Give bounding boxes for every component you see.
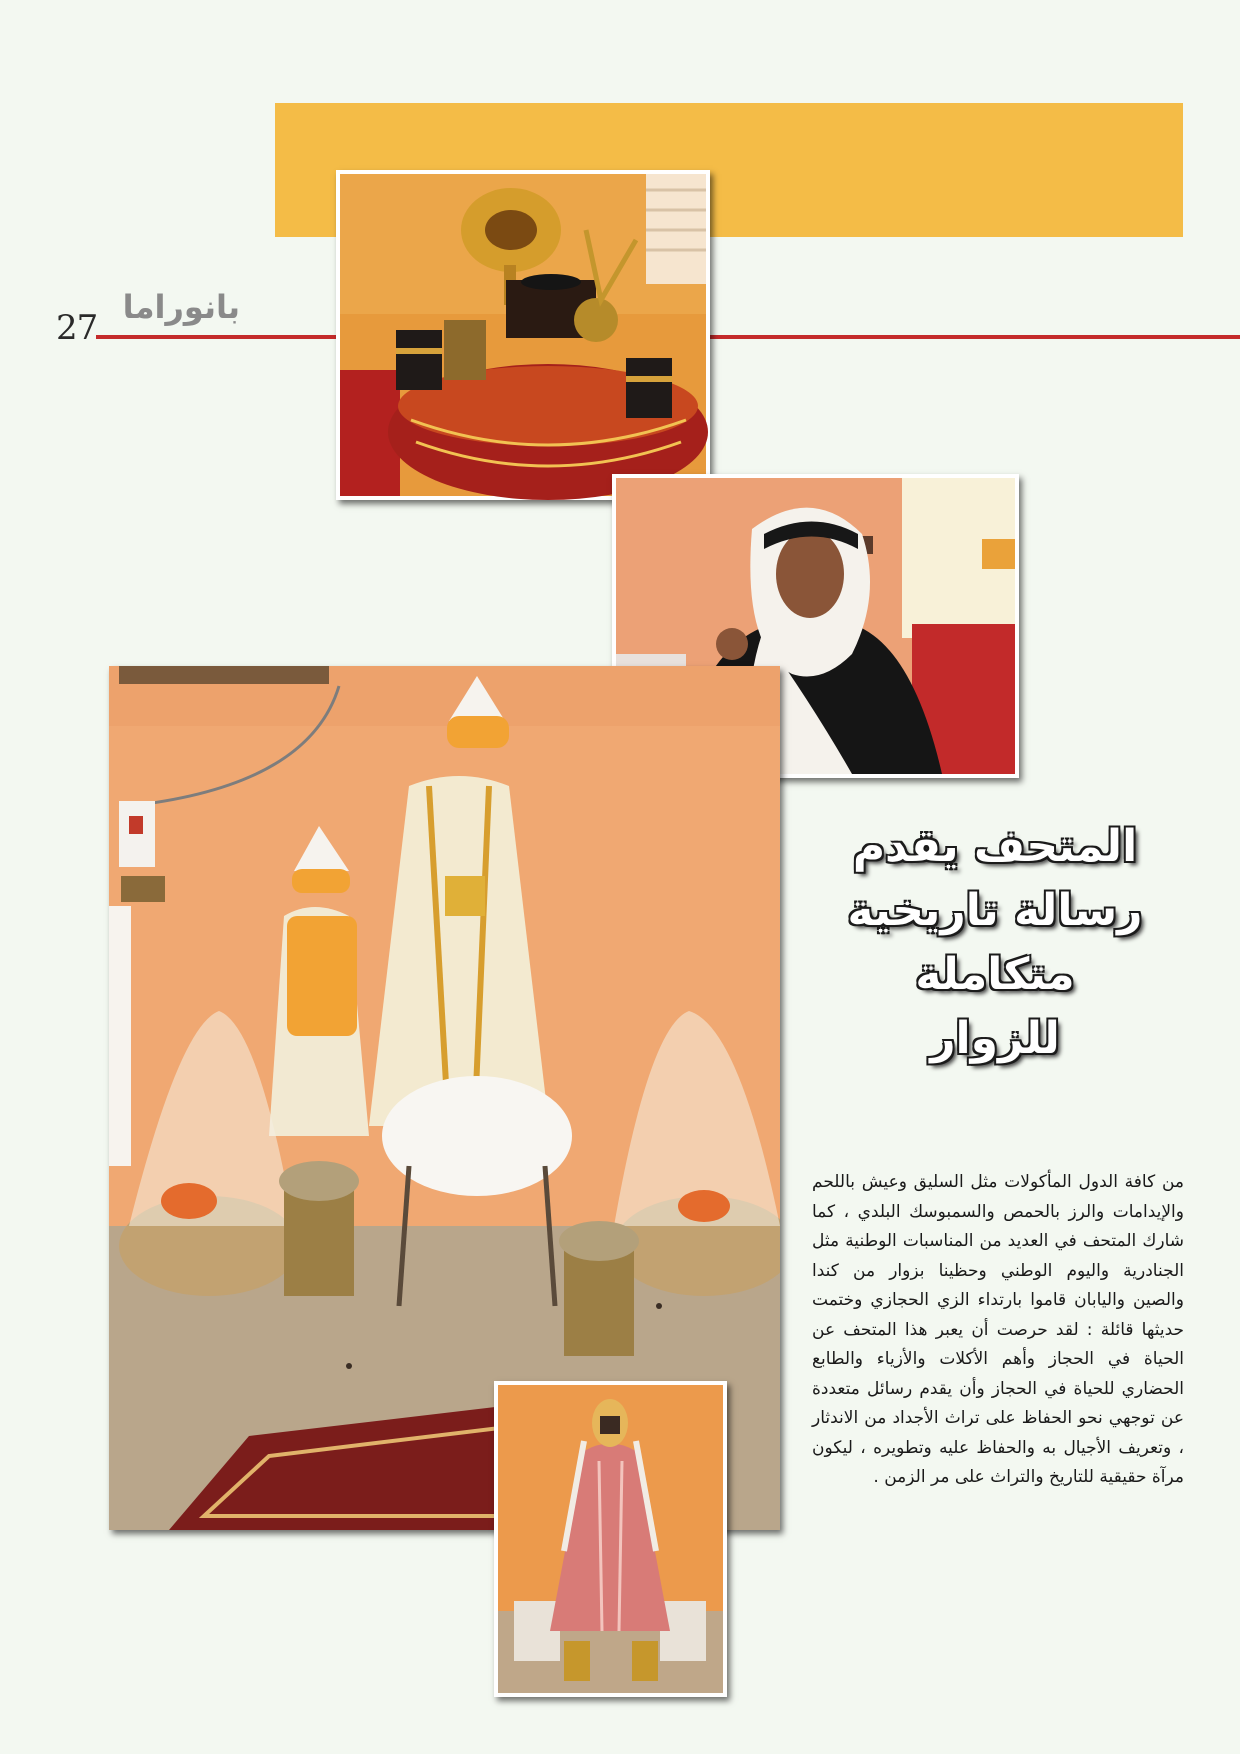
- headline-line-1: المتحف يقدم: [852, 821, 1138, 872]
- article-body: من كافة الدول المأكولات مثل السليق وعيش باللحم والإيدامات والرز بالحمص والسمبوسك البلدي ، كما شارك المتحف في العديد من المناسبات الوطنية مثل الجنادرية واليوم الوطني وحظينا بزوار من كندا والصين واليابان قاموا بارتداء الزي الحجازي وختمت حديثها قائلة : لقد حرصت أن يعبر هذا المتحف عن الحياة في الحجاز وأهم الأكلات والأزياء والطابع الحضاري للحياة في الحجاز وأن يقدم رسائل متعددة عن توجهي نحو الحفاظ على تراث الأجداد من الاندثار ، وتعريف الأجيال به والحفاظ عليه وتطويره ، ليكون مرآة حقيقية للتاريخ والتراث على مر الزمن .: [812, 1172, 1184, 1487]
- headline-line-3: متكاملة للزوار: [915, 949, 1075, 1064]
- headline-line-2: رسالة تاريخية: [847, 885, 1143, 936]
- header-rule-left: [96, 335, 336, 339]
- page-number: 27: [56, 308, 98, 348]
- header-rule-right: [710, 335, 1240, 339]
- article-headline: [845, 815, 1145, 1071]
- section-title: بانوراما: [122, 288, 240, 326]
- photo-gramophone-antiques: [336, 170, 710, 500]
- photo-traditional-dress: [494, 1381, 727, 1697]
